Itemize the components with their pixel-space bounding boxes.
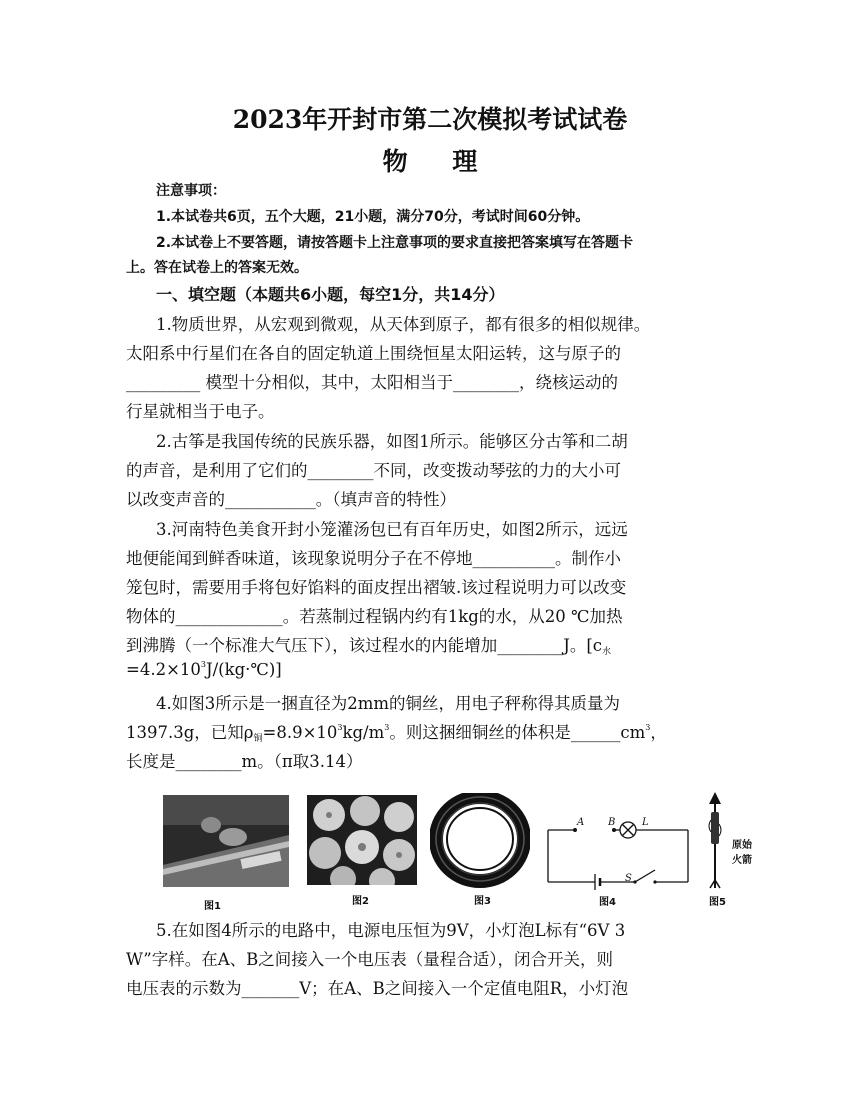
figure-2-caption: 图2 — [352, 896, 369, 907]
figure-5-rocket — [700, 790, 730, 890]
notes-heading: 注意事项： — [156, 183, 226, 199]
q1-line-1: 1.物质世界，从宏观到微观，从天体到原子，都有很多的相似规律。 — [156, 315, 651, 334]
q3-line-1: 3.河南特色美食开封小笼灌汤包已有百年历史，如图2所示，远远 — [156, 520, 628, 539]
q1-line-4: 行星就相当于电子。 — [126, 402, 275, 421]
q4-line-2-a: 1397.3g，已知ρ — [126, 723, 254, 742]
figure-2-buns-photo — [307, 795, 417, 885]
circuit-label-s: S — [625, 873, 632, 884]
q3-line-4: 物体的_____________。若蒸制过程锅内约有1kg的水，从20 ℃加热 — [126, 607, 623, 626]
figure-3-wire-coil — [430, 793, 530, 888]
terminal-a-dot — [573, 828, 577, 832]
figure-1-guzheng-photo — [163, 795, 289, 887]
circuit-label-a: A — [577, 817, 585, 828]
q3-line-6-b: J/(kg·℃)] — [205, 660, 282, 679]
rocket-label-line-1: 原始 — [732, 840, 752, 851]
figure-1-caption: 图1 — [204, 901, 221, 912]
figure-5-caption: 图5 — [709, 897, 726, 908]
q3-line-5-text: 到沸腾（一个标准大气压下），该过程水的内能增加________J。[c — [126, 636, 603, 655]
q5-line-1: 5.在如图4所示的电路中，电源电压恒为9V，小灯泡L标有“6V 3 — [156, 921, 626, 940]
note-1: 1.本试卷共6页，五个大题，21小题，满分70分，考试时间60分钟。 — [156, 209, 590, 225]
subject-title: 物 理 — [382, 147, 496, 176]
q3-exp: 3 — [200, 660, 206, 669]
section-1-heading: 一、填空题（本题共6小题，每空1分，共14分） — [156, 285, 505, 304]
q5-line-2: W”字样。在A、B之间接入一个电压表（量程合适），闭合开关，则 — [126, 950, 613, 969]
q1-line-3: _________ 模型十分相似，其中，太阳相当于________，绕核运动的 — [126, 373, 618, 392]
q3-line-2: 地便能闻到鲜香味道，该现象说明分子在不停地__________。制作小 — [126, 549, 621, 568]
figure-4-caption: 图4 — [599, 897, 616, 908]
q4-line-3: 长度是________m。（π取3.14） — [126, 752, 363, 771]
circuit-label-b: B — [608, 817, 616, 828]
figure-3-caption: 图3 — [474, 896, 491, 907]
note-2-line-1: 2.本试卷上不要答题，请按答题卡上注意事项的要求直接把答案填写在答题卡 — [156, 235, 634, 251]
note-2-line-2: 上。答在试卷上的答案无效。 — [126, 260, 308, 276]
q4-exp-3: 3 — [645, 723, 651, 732]
q4-exp-2: 3 — [384, 723, 390, 732]
q1-line-2: 太阳系中行星们在各自的固定轨道上围绕恒星太阳运转，这与原子的 — [126, 344, 621, 363]
q4-exp-1: 3 — [337, 723, 343, 732]
rocket-label-line-2: 火箭 — [732, 855, 752, 866]
q4-line-2-e: ， — [650, 723, 667, 742]
q4-line-2-d: 。则这捆细铜丝的体积是______cm — [389, 723, 646, 742]
figure-4-circuit — [540, 812, 695, 892]
q3-line-6-a: =4.2×10 — [126, 660, 201, 679]
q3-line-6 — [126, 660, 746, 679]
q4-line-2-c: kg/m — [342, 723, 385, 742]
water-subscript: 水 — [602, 647, 612, 657]
exam-title: 2023年开封市第二次模拟考试试卷 — [232, 105, 628, 134]
q4-line-2 — [126, 719, 746, 743]
q5-line-3: 电压表的示数为_______V；在A、B之间接入一个定值电阻R，小灯泡 — [126, 979, 629, 998]
q4-line-1: 4.如图3所示是一捆直径为2mm的铜丝，用电子秤称得其质量为 — [156, 694, 621, 713]
copper-subscript: 铜 — [253, 734, 263, 744]
circuit-label-l: L — [642, 817, 649, 828]
q4-line-2-b: =8.9×10 — [262, 723, 338, 742]
q3-line-5 — [126, 632, 746, 656]
q2-line-1: 2.古筝是我国传统的民族乐器，如图1所示。能够区分古筝和二胡 — [156, 432, 628, 451]
q2-line-2: 的声音，是利用了它们的________不同，改变拨动琴弦的力的大小可 — [126, 461, 621, 480]
q2-line-3: 以改变声音的___________。（填声音的特性） — [126, 490, 456, 509]
terminal-b-dot — [612, 828, 616, 832]
q3-line-3: 笼包时，需要用手将包好馅料的面皮捏出褶皱.该过程说明力可以改变 — [126, 578, 627, 597]
